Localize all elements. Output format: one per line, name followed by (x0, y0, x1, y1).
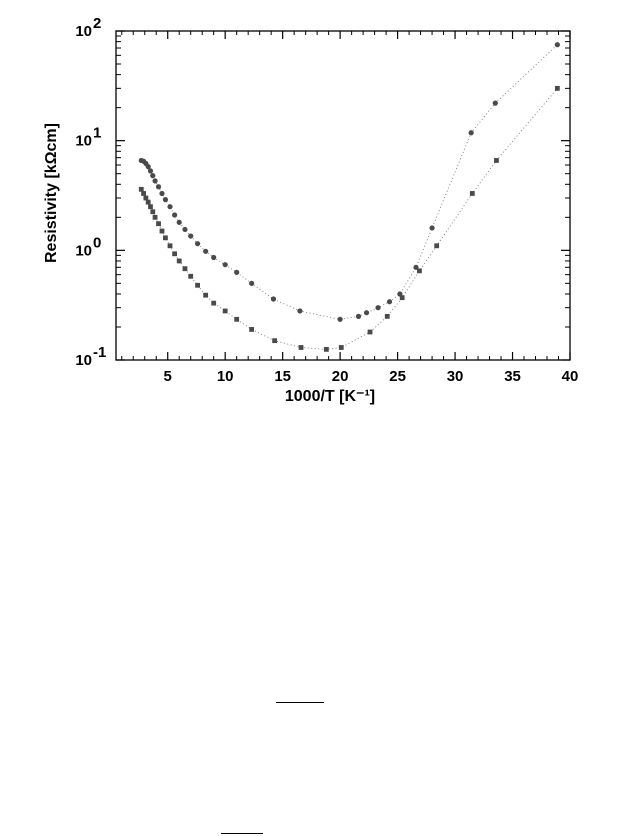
data-point-circle (150, 173, 155, 178)
data-point-square (417, 268, 422, 273)
plot-frame (116, 31, 570, 360)
x-tick-label: 30 (446, 368, 464, 385)
x-tick-label: 20 (331, 368, 349, 385)
data-point-square (150, 209, 155, 214)
data-point-square (249, 327, 254, 332)
footnote-rule-2 (221, 833, 263, 834)
data-point-square (494, 158, 499, 163)
data-point-circle (387, 299, 392, 304)
data-point-square (148, 204, 153, 209)
data-point-square (168, 243, 173, 248)
data-point-square (172, 251, 177, 256)
data-point-circle (356, 314, 361, 319)
data-point-circle (249, 281, 254, 286)
data-point-circle (271, 296, 276, 301)
data-point-circle (211, 255, 216, 260)
series-square-line (141, 88, 557, 349)
data-point-circle (493, 101, 498, 106)
y-tick-label: 10 (75, 242, 92, 260)
x-axis-title: 1000/T [K⁻¹] (284, 388, 376, 405)
data-point-circle (203, 249, 208, 254)
data-point-square (272, 338, 277, 343)
data-point-circle (234, 270, 239, 275)
data-point-square (211, 301, 216, 306)
y-tick-exponent: -1 (93, 344, 107, 361)
data-point-circle (172, 212, 177, 217)
x-tick-label: 40 (561, 368, 579, 385)
y-axis-title: Resistivity [kΩcm] (43, 123, 60, 263)
data-point-circle (338, 317, 343, 322)
data-point-circle (159, 191, 164, 196)
data-point-square (203, 293, 208, 298)
data-point-circle (297, 308, 302, 313)
data-point-circle (182, 227, 187, 232)
data-point-square (188, 274, 193, 279)
data-point-square (339, 345, 344, 350)
data-point-circle (375, 305, 380, 310)
y-tick-exponent: 1 (93, 124, 102, 142)
y-tick-exponent: 0 (93, 234, 102, 252)
data-point-circle (429, 225, 434, 230)
data-point-circle (364, 310, 369, 315)
data-point-circle (195, 241, 200, 246)
data-point-square (299, 345, 304, 350)
x-tick-label: 5 (163, 368, 172, 385)
data-point-square (163, 235, 168, 240)
data-point-circle (177, 220, 182, 225)
data-point-square (143, 196, 148, 201)
data-point-square (195, 283, 200, 288)
data-point-square (234, 317, 239, 322)
data-point-square (400, 295, 405, 300)
data-point-square (177, 259, 182, 264)
y-tick-exponent: 2 (93, 15, 102, 32)
data-point-square (183, 266, 188, 271)
data-point-circle (188, 233, 193, 238)
series-circle-line (141, 45, 557, 320)
data-point-circle (555, 42, 560, 47)
data-point-square (385, 314, 390, 319)
data-point-circle (167, 204, 172, 209)
footnote-rule-1 (276, 702, 324, 703)
data-point-square (368, 330, 373, 335)
x-tick-label: 10 (216, 368, 234, 385)
y-tick-label: 10 (75, 23, 92, 40)
data-point-square (470, 191, 475, 196)
data-point-square (153, 215, 158, 220)
data-point-square (139, 187, 144, 192)
x-tick-label: 25 (389, 368, 406, 385)
data-point-circle (156, 184, 161, 189)
y-tick-label: 10 (75, 132, 92, 150)
data-point-circle (223, 262, 228, 267)
data-point-square (324, 347, 329, 352)
data-point-square (141, 191, 146, 196)
data-point-circle (148, 168, 153, 173)
data-point-circle (469, 130, 474, 135)
data-point-circle (163, 197, 168, 202)
plot-area (75, 15, 578, 385)
y-tick-label: 10 (75, 352, 92, 369)
data-point-square (160, 229, 165, 234)
data-point-square (555, 86, 560, 91)
data-point-square (156, 221, 161, 226)
data-point-square (223, 309, 228, 314)
x-tick-label: 35 (504, 368, 521, 385)
data-point-square (434, 243, 439, 248)
data-point-square (146, 200, 151, 205)
data-point-circle (152, 178, 157, 183)
x-tick-label: 15 (274, 368, 292, 385)
